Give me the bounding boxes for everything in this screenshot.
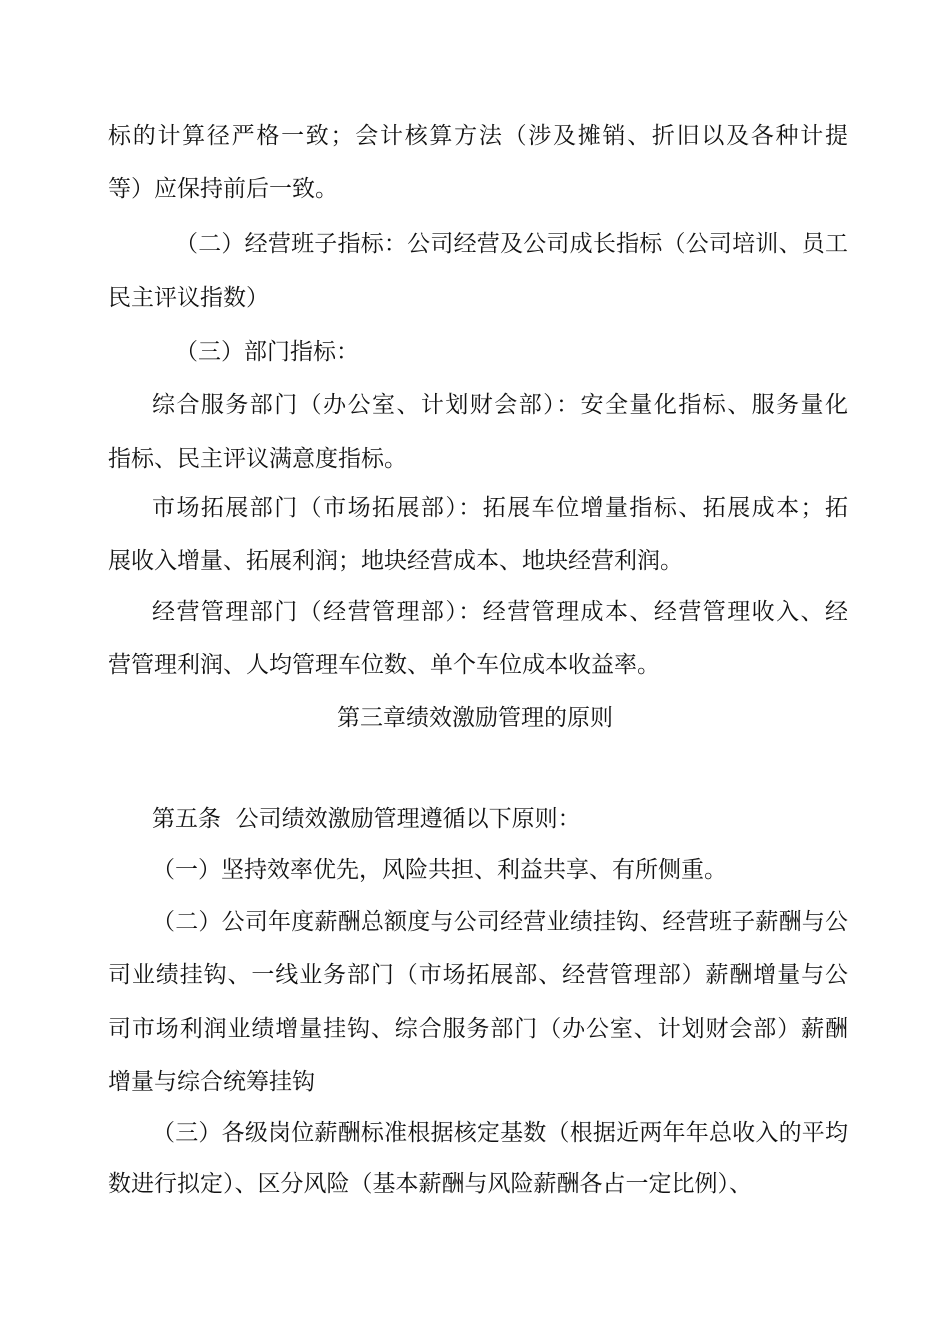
paragraph-line: 增量与综合统筹挂钩 <box>108 1069 315 1095</box>
chapter-heading: 第三章绩效激励管理的原则 <box>337 705 613 731</box>
paragraph-line: 等）应保持前后一致。 <box>108 176 338 202</box>
paragraph-line: 市场拓展部门（市场拓展部）：拓展车位增量指标、拓展成本；拓 <box>152 495 848 521</box>
paragraph-line: 展收入增量、拓展利润；地块经营成本、地块经营利润。 <box>108 548 683 574</box>
paragraph-line: 标的计算径严格一致；会计核算方法（涉及摊销、折旧以及各种计提 <box>108 123 848 149</box>
paragraph-line: 数进行拟定）、区分风险（基本薪酬与风险薪酬各占一定比例）、 <box>108 1171 752 1197</box>
article-heading: 第五条 公司绩效激励管理遵循以下原则： <box>152 806 581 832</box>
paragraph-line: 综合服务部门（办公室、计划财会部）：安全量化指标、服务量化 <box>152 392 848 418</box>
paragraph-line: （三）各级岗位薪酬标准根据核定基数（根据近两年年总收入的平均 <box>152 1120 848 1146</box>
paragraph-line: 经营管理部门（经营管理部）：经营管理成本、经营管理收入、经 <box>152 599 848 625</box>
paragraph-line: （二）经营班子指标：公司经营及公司成长指标（公司培训、员工 <box>175 231 848 257</box>
paragraph-line: 民主评议指数） <box>108 285 269 311</box>
paragraph-line: 司业绩挂钩、一线业务部门（市场拓展部、经营管理部）薪酬增量与公 <box>108 962 848 988</box>
paragraph-line: （一）坚持效率优先，风险共担、利益共享、有所侧重。 <box>152 857 727 883</box>
paragraph-line: （二）公司年度薪酬总额度与公司经营业绩挂钩、经营班子薪酬与公 <box>152 909 848 935</box>
paragraph-line: 司市场利润业绩增量挂钩、综合服务部门（办公室、计划财会部）薪酬 <box>108 1016 848 1042</box>
section-subheading: （三）部门指标： <box>175 339 359 365</box>
paragraph-line: 营管理利润、人均管理车位数、单个车位成本收益率。 <box>108 652 660 678</box>
paragraph-line: 指标、民主评议满意度指标。 <box>108 446 407 472</box>
